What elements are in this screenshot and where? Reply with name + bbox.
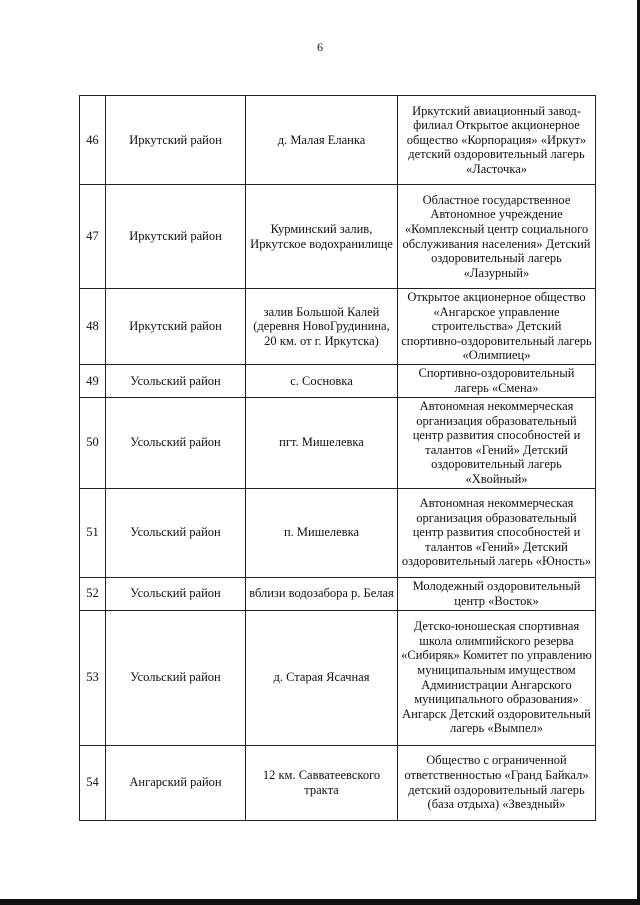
row-number: 47 — [80, 185, 106, 289]
table-row — [80, 488, 596, 577]
location-cell: п. Мишелевка — [246, 488, 398, 577]
row-number: 46 — [80, 96, 106, 185]
camps-table — [79, 95, 596, 821]
organization-cell: Иркутский авиационный завод-филиал Открытое акционерное общество «Корпорация» «Иркут» детский оздоровительный лагерь «Ласточка» — [398, 96, 596, 185]
organization-cell: Автономная некоммерческая организация образовательный центр развития способностей и талантов «Гений» Детский оздоровительный лагерь «Хвойный» — [398, 397, 596, 488]
organization-cell: Открытое акционерное общество «Ангарское управление строительства» Детский спортивно-оздоровительный лагерь «Олимпиец» — [398, 289, 596, 365]
location-cell: пгт. Мишелевка — [246, 397, 398, 488]
organization-cell: Общество с ограниченной ответственностью «Гранд Байкал» детский оздоровительный лагерь (база отдыха) «Звездный» — [398, 745, 596, 820]
location-cell: 12 км. Савватеевского тракта — [246, 745, 398, 820]
organization-cell: Областное государственное Автономное учреждение «Комплексный центр социального обслуживания населения» Детский оздоровительный лагерь «Лазурный» — [398, 185, 596, 289]
scan-edge-bottom — [0, 899, 640, 905]
district-cell: Иркутский район — [106, 96, 246, 185]
location-cell: Курминский залив, Иркутское водохранилище — [246, 185, 398, 289]
district-cell: Ангарский район — [106, 745, 246, 820]
organization-cell: Спортивно-оздоровительный лагерь «Смена» — [398, 364, 596, 397]
row-number: 54 — [80, 745, 106, 820]
location-cell: д. Малая Еланка — [246, 96, 398, 185]
table-row — [80, 364, 596, 397]
table-row — [80, 577, 596, 610]
row-number: 53 — [80, 610, 106, 745]
district-cell: Иркутский район — [106, 185, 246, 289]
organization-cell: Молодежный оздоровительный центр «Восток» — [398, 577, 596, 610]
district-cell: Иркутский район — [106, 289, 246, 365]
row-number: 48 — [80, 289, 106, 365]
row-number: 50 — [80, 397, 106, 488]
row-number: 52 — [80, 577, 106, 610]
table-row — [80, 745, 596, 820]
organization-cell: Автономная некоммерческая организация образовательный центр развития способностей и талантов «Гений» Детский оздоровительный лагерь «Юность» — [398, 488, 596, 577]
location-cell: с. Сосновка — [246, 364, 398, 397]
location-cell: д. Старая Ясачная — [246, 610, 398, 745]
table-row — [80, 96, 596, 185]
row-number: 49 — [80, 364, 106, 397]
district-cell: Усольский район — [106, 610, 246, 745]
table-row — [80, 610, 596, 745]
row-number: 51 — [80, 488, 106, 577]
district-cell: Усольский район — [106, 577, 246, 610]
district-cell: Усольский район — [106, 397, 246, 488]
table-row — [80, 289, 596, 365]
district-cell: Усольский район — [106, 364, 246, 397]
organization-cell: Детско-юношеская спортивная школа олимпийского резерва «Сибиряк» Комитет по управлению муниципальным имуществом Администрации Ангарского муниципального образования» Ангарск Детский оздоровительный лагерь «Вымпел» — [398, 610, 596, 745]
location-cell: залив Большой Калей (деревня НовоГрудинина, 20 км. от г. Иркутска) — [246, 289, 398, 365]
district-cell: Усольский район — [106, 488, 246, 577]
table-row — [80, 397, 596, 488]
table-row — [80, 185, 596, 289]
location-cell: вблизи водозабора р. Белая — [246, 577, 398, 610]
page-number: 6 — [317, 40, 323, 54]
